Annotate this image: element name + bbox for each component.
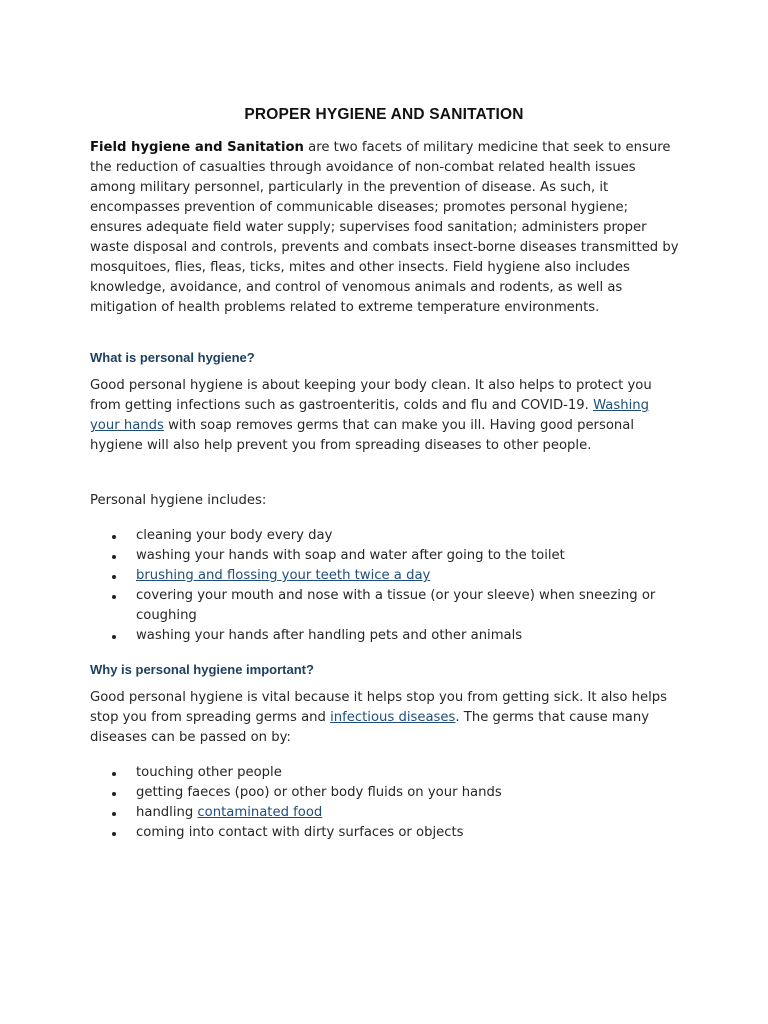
list-item [90,803,690,823]
list-item [90,763,690,783]
bullet-icon [112,635,116,639]
list-item-text: cleaning your body every day [136,528,333,543]
bullet-icon [112,832,116,836]
list-item [90,546,690,566]
brushing-flossing-link[interactable]: brushing and flossing your teeth twice a day [136,568,431,583]
section-heading-what-is-personal-hygiene: What is personal hygiene? [90,350,255,365]
intro-text: are two facets of military medicine that seek to ensure the reduction of casualties through avoidance of non-combat related health issues among military personnel, particularly in the prevention of disease. As such, it encompasses prevention of communicable diseases; promotes personal hygiene; ensures adequate field water supply; supervises food sanitation; administers proper waste disposal and controls, prevents and combats insect-borne diseases transmitted by mosquitoes, flies, fleas, ticks, mites and other insects. Field hygiene also includes knowledge, avoidance, and control of venomous animals and rodents, as well as mitigation of health problems related to extreme temperature environments. [90,140,679,315]
bullet-icon [112,792,116,796]
bullet-icon [112,812,116,816]
list-item-text: getting faeces (poo) or other body fluids on your hands [136,785,502,800]
personal-hygiene-list [90,526,690,646]
list-item [90,526,690,546]
contaminated-food-link[interactable]: contaminated food [197,805,323,820]
intro-bold-lead: Field hygiene and Sanitation [90,140,304,155]
list-item-text: touching other people [136,765,282,780]
list-item-text: washing your hands after handling pets and other animals [136,628,523,643]
section2-text-start: Good personal hygiene is vital because it helps stop you from getting sick. It also helps stop you from spreading germs and [90,690,667,725]
section2-paragraph [90,688,680,748]
germ-transmission-list [90,763,690,843]
page-title: PROPER HYGIENE AND SANITATION [244,106,524,123]
section2-text-end: . The germs that cause many diseases can be passed on by: [90,710,650,745]
list-item-text: washing your hands with soap and water after going to the toilet [136,548,565,563]
washing-hands-link[interactable]: Washing your hands [90,398,649,433]
bullet-icon [112,555,116,559]
list-item [90,783,690,803]
bullet-icon [112,575,116,579]
list-item-text: handling [136,805,198,820]
bullet-icon [112,595,116,599]
list-item [90,823,690,843]
bullet-icon [112,535,116,539]
list-item-text: coming into contact with dirty surfaces or objects [136,825,464,840]
includes-label: Personal hygiene includes: [90,493,267,508]
intro-paragraph [90,138,680,318]
list-item [90,566,690,586]
section1-paragraph [90,376,680,456]
section1-text-start: Good personal hygiene is about keeping your body clean. It also helps to protect you from getting infections such as gastroenteritis, colds and flu and COVID-19. [90,378,652,413]
list-item-text: covering your mouth and nose with a tissue (or your sleeve) when sneezing or coughing [136,588,656,623]
section-heading-why-important: Why is personal hygiene important? [90,662,314,677]
bullet-icon [112,772,116,776]
section1-text-end: with soap removes germs that can make you ill. Having good personal hygiene will also help prevent you from spreading diseases to other people. [90,418,635,453]
infectious-diseases-link[interactable]: infectious diseases [330,710,456,725]
list-item [90,626,690,646]
list-item [90,586,690,626]
